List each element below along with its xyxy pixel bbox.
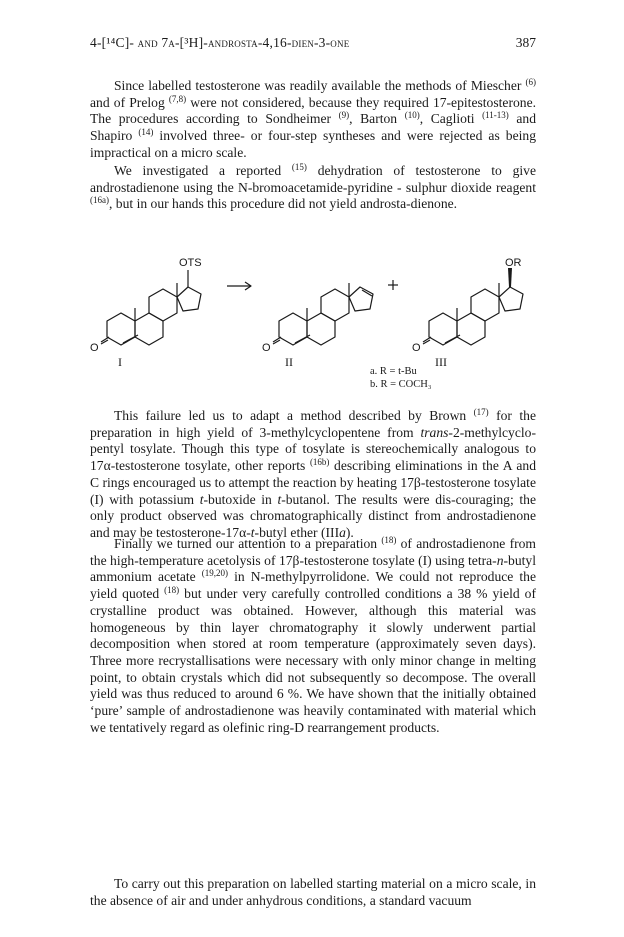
structure-III bbox=[423, 268, 523, 345]
ring-C bbox=[471, 289, 499, 321]
compound-label-III: III bbox=[435, 355, 447, 369]
ring-B bbox=[457, 313, 485, 345]
paragraph-labelled-preparation: To carry out this preparation on labelled starting material on a micro scale, in the absence of air and under anhydrous conditions, a standard vacuum bbox=[90, 876, 536, 908]
citation: (19,20) bbox=[201, 568, 229, 579]
wedge-bond bbox=[508, 268, 512, 287]
citation: (15) bbox=[291, 162, 307, 172]
citation: (11-13) bbox=[482, 110, 509, 121]
steroid-structures-figure bbox=[80, 238, 550, 383]
paragraph-dehydration: We investigated a reported $^{(15)}$ dehydration of testosterone to give androstadienone using the N-bromoacetamide-pyridine - sulphur dioxide reagent $^{(16a)}$, but in our hands this procedure did not yield androsta-dienone. bbox=[90, 162, 536, 212]
ring-B bbox=[307, 313, 335, 345]
scheme-footnote bbox=[370, 365, 432, 391]
ring-C bbox=[149, 289, 177, 321]
ring-A bbox=[429, 313, 457, 345]
ring-D bbox=[177, 287, 201, 311]
citation: (14) bbox=[138, 127, 154, 138]
citation: (18) bbox=[164, 585, 180, 596]
footnote-b: b. R = COCH₃ bbox=[370, 379, 432, 390]
italic-term: a bbox=[339, 524, 346, 540]
reaction-arrow bbox=[227, 282, 251, 290]
citation: (9) bbox=[338, 110, 350, 121]
ring-D bbox=[349, 287, 373, 311]
italic-term: trans bbox=[420, 424, 449, 440]
ring-A bbox=[107, 313, 135, 345]
substituent-label-III: OR bbox=[505, 257, 522, 269]
citation: (17) bbox=[473, 407, 489, 417]
italic-term: t bbox=[277, 491, 282, 507]
ring-C bbox=[321, 289, 349, 321]
oxygen-label-II: O bbox=[262, 342, 271, 354]
reaction-scheme bbox=[80, 238, 550, 383]
compound-label-II: II bbox=[285, 355, 293, 369]
substituent-label-I: OTS bbox=[179, 257, 202, 269]
compound-label-I: I bbox=[118, 355, 122, 369]
ring-D bbox=[499, 287, 523, 311]
citation: (10) bbox=[404, 110, 420, 121]
page-header bbox=[90, 35, 536, 53]
citation: (16a) bbox=[90, 195, 109, 206]
paragraph-brown-method: This failure led us to adapt a method described by Brown $^{(17)}$ for the preparation in high yield of 3-methylcyclopentene from trans-2-methylcyclo-pentyl tosylate. Though this type of tosylate is stereochemically analogous to 17α-testosterone tosylate, other reports $^{(16b)}$ describing eliminations in the A and C rings encouraged us to attempt the reaction by heating 17β-testosterone tosylate (I) with potassium t-butoxide in t-butanol. The results were dis-couraging; the only product observed was chromatographically distinct from androstadienone and may be testosterone-17α-t-butyl ether (IIIa). bbox=[90, 407, 536, 540]
ring-A bbox=[279, 313, 307, 345]
paragraph-acetolysis: Finally we turned our attention to a preparation $^{(18)}$ of androstadienone from the high-temperature acetolysis of 17β-testosterone tosylate (I) using tetra-n-butyl ammonium acetate $^{(19,20)}$ in N-methylpyrrolidone. We could not reproduce the yield quoted $^{(18)}$ but under very carefully controlled conditions a 38 % yield of crystalline product was obtained. However, although this material was homogeneous by thin layer chromatography it slowly underwent partial decomposition when stored at room temperature (approximately seven days). Three more recrystallisations were necessary with only minor change in melting point, to obtain crystals which did not subsequently so decompose. The overall yield was thus reduced to around 6 %. We have shown that the initially obtained ‘pure’ sample of androstadienone was heavily contaminated with material which we tentatively regard as olefinic ring-D rearrangement products. bbox=[90, 535, 536, 735]
citation: (16b) bbox=[309, 457, 330, 468]
structure-II bbox=[273, 283, 373, 345]
plus-sign bbox=[388, 280, 398, 290]
citation: (18) bbox=[381, 535, 397, 545]
structure-I bbox=[101, 270, 201, 345]
oxygen-label-I: O bbox=[90, 342, 99, 354]
ring-B bbox=[135, 313, 163, 345]
footnote-a: a. R = t-Bu bbox=[370, 366, 417, 377]
paragraph-prior-methods: Since labelled testosterone was readily available the methods of Miescher $^{(6)}$ and of Prelog $^{(7,8)}$ were not considered, because they required 17-epitestosterone. The procedures according to Sondheimer $^{(9)}$, Barton $^{(10)}$, Caglioti $^{(11-13)}$ and Shapiro $^{(14)}$ involved three- or four-step syntheses and were rejected as being impractical on a micro scale. bbox=[90, 77, 537, 160]
citation: (7,8) bbox=[168, 93, 187, 104]
citation: (6) bbox=[525, 77, 536, 87]
italic-term: n bbox=[496, 552, 504, 568]
oxygen-label-III: O bbox=[412, 342, 421, 354]
running-title: 4-[¹⁴C]- and 7α-[³H]-androsta-4,16-dien-3-one bbox=[90, 35, 350, 50]
page-number: 387 bbox=[515, 35, 536, 50]
italic-term: t bbox=[250, 524, 255, 540]
italic-term: t bbox=[199, 491, 204, 507]
